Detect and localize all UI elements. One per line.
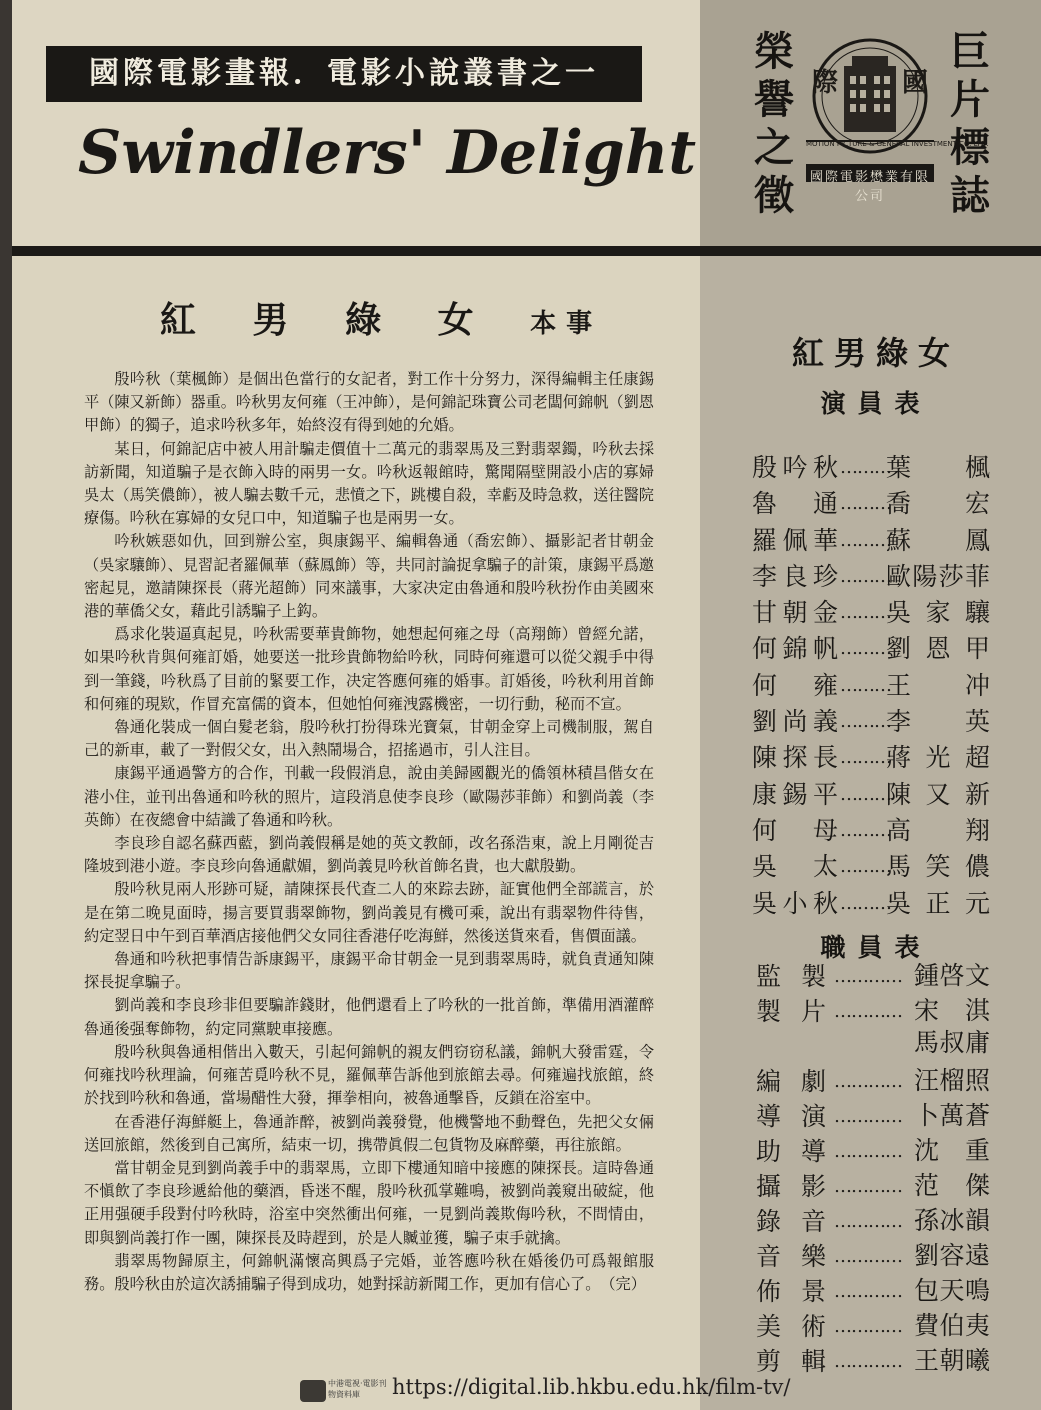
cast-role: 吳 太 <box>752 852 838 882</box>
leader-dots: ……… <box>840 711 891 733</box>
story-paragraph: 李良珍自認名蘇西藍，劉尚義假稱是她的英文教師，改名孫浩東，說上月剛從吉隆坡到港小遊。李良珍向魯通獻媚，劉尚義見吟秋首飾名貴，也大獻殷勤。 <box>84 834 654 876</box>
cast-row <box>752 740 996 776</box>
leader-dots: ………… <box>834 1211 902 1232</box>
leader-dots: ………… <box>834 1246 902 1267</box>
crew-row <box>752 1170 996 1205</box>
cast-actor: 馬笑儂 <box>886 852 990 882</box>
series-banner: 國際電影畫報．電影小說叢書之一 <box>46 46 642 102</box>
cast-list <box>752 450 996 922</box>
leader-dots: ………… <box>834 966 902 987</box>
leader-dots: ……… <box>840 529 891 551</box>
cast-role: 何錦帆 <box>752 634 838 664</box>
crew-section-title: 職員表 <box>820 933 932 962</box>
crew-row <box>752 1065 996 1100</box>
leader-dots: ………… <box>834 1176 902 1197</box>
cast-actor: 李 英 <box>886 707 990 737</box>
cast-actor: 歐陽莎菲 <box>886 561 990 591</box>
story-paragraph: 翡翠馬物歸原主，何錦帆滿懷高興爲子完婚，並答應吟秋在婚後仍可爲報館服務。殷吟秋由於這次誘捕騙子得到成功，她對採訪新聞工作，更加有信心了。 （完） <box>84 1251 654 1293</box>
crew-member: 范傑 <box>914 1171 990 1200</box>
cast-actor: 吳家驤 <box>886 598 990 628</box>
cast-actor: 蔣光超 <box>886 743 990 773</box>
cast-actor: 高 翔 <box>886 815 990 845</box>
cast-row <box>752 450 996 486</box>
leader-dots: ……… <box>840 457 891 478</box>
leader-dots: ……… <box>840 783 891 805</box>
cast-row <box>752 631 996 667</box>
cast-row <box>752 777 996 813</box>
leader-dots: ………… <box>834 1071 902 1092</box>
cast-actor: 喬 宏 <box>886 489 990 519</box>
story-paragraph: 殷吟秋（葉楓飾）是個出色當行的女記者，對工作十分努力，深得編輯主任康錫平（陳又新飾）器重。吟秋男友何雍（王冲飾），是何錦記珠寶公司老闆何錦帆（劉恩甲飾）的獨子，追求吟秋多年，始終沒有得到她的允婚。 <box>84 370 654 435</box>
cast-actor: 吳正元 <box>886 888 990 918</box>
leader-dots: ……… <box>840 602 891 624</box>
leader-dots: ………… <box>834 1001 902 1022</box>
slogan-column-2 <box>752 28 796 220</box>
story-paragraph: 康錫平通過警方的合作，刊載一段假消息，說由美歸國觀光的僑領林積昌偕女在港小住，並刊出魯通和吟秋的照片，這段消息使李良珍（歐陽莎菲飾）和劉尚義（李英飾）在夜總會中結識了魯通和吟秋。 <box>84 764 654 829</box>
crew-row <box>752 1205 996 1240</box>
crew-role: 監製 <box>756 962 826 991</box>
story-paragraph: 爲求化裝逼真起見，吟秋需要華貴飾物，她想起何雍之母（高翔飾）曾經允諾，如果吟秋肯與何雍訂婚，她要送一批珍貴飾物給吟秋，同時何雍還可以從父親手中得到一筆錢，吟秋爲了目前的緊要工作，决定答應何雍的婚事。訂婚後，吟秋利用首飾和何雍的現欵，作冒充富儒的資本，但她怕何雍洩露機密，一切行動，秘而不宣。 <box>84 625 654 713</box>
cast-role: 魯 通 <box>752 489 838 519</box>
english-title: Swindlers' Delight <box>78 118 697 188</box>
story-paragraph: 殷吟秋見兩人形跡可疑，請陳探長代查二人的來踪去跡，証實他們全部謊言，於是在第二晚見面時，揚言要買翡翠飾物，劉尚義見有機可乘，說出有翡翠物件待售，約定翌日中午到百華酒店接他們父女同往香港仔吃海鮮，然後送貨來看，售價面議。 <box>84 880 654 945</box>
slogan-text-1: 巨 片 標 誌 <box>950 29 990 219</box>
story-title <box>160 292 640 342</box>
cast-row <box>752 523 996 559</box>
logo-char-right: 國 <box>902 68 929 98</box>
cast-role: 羅佩華 <box>752 525 838 555</box>
leader-dots: ………… <box>834 1141 902 1162</box>
header-divider <box>12 246 1041 256</box>
cast-film-title: 紅男綠女 <box>791 334 960 372</box>
crew-row <box>752 1310 996 1345</box>
crew-role: 製片 <box>756 997 826 1026</box>
leader-dots: ………… <box>834 1281 902 1302</box>
leader-dots: ………… <box>834 1106 902 1127</box>
logo-char-left: 際 <box>812 68 839 98</box>
cast-role: 何 母 <box>752 815 838 845</box>
leader-dots: ……… <box>840 892 891 914</box>
story-paragraph: 殷吟秋與魯通相偕出入數天，引起何錦帆的親友們窃窃私議，錦帆大發雷霆，令何雍找吟秋理論，何雍苦覓吟秋不見，羅佩華告訴他到旅館去尋。何雍遍找旅館，終於找到吟秋和魯通，當場醋性大發，揮拳相向，被魯通擊昏，反鎖在浴室中。 <box>84 1042 654 1108</box>
cast-actor: 蘇 鳳 <box>886 525 990 555</box>
story-paragraph: 吟秋嫉惡如仇，回到辦公室，與康錫平、編輯魯通（喬宏飾）、攝影記者甘朝金（吳家驤飾）、見習記者羅佩華（蘇鳳飾）等，共同討論捉拿騙子的計策，康錫平爲邀密起見，邀請陳探長（蔣光超飾）同來議事，大家决定由魯通和殷吟秋扮作由美國來港的華僑父女，藉此引誘騙子上鈎。 <box>84 532 654 621</box>
crew-member: 包天鳴 <box>914 1276 990 1305</box>
cast-section-title: 演員表 <box>820 389 932 418</box>
crew-row <box>752 995 996 1065</box>
cast-row <box>752 486 996 522</box>
story-title-text: 紅 男 綠 女 <box>160 300 496 341</box>
story-paragraph: 劉尚義和李良珍非但要騙詐錢財，他們還看上了吟秋的一批首飾，準備用酒灌醉魯通後强奪飾物，約定同黨駛車接應。 <box>84 996 654 1038</box>
crew-role: 助導 <box>756 1137 826 1166</box>
crew-member: 沈重 <box>914 1136 990 1165</box>
cast-role: 殷吟秋 <box>752 453 838 482</box>
archive-url[interactable]: https://digital.lib.hkbu.edu.hk/film-tv/ <box>392 1375 791 1399</box>
story-paragraph: 某日，何錦記店中被人用計騙走價值十二萬元的翡翠馬及三對翡翠鐲，吟秋去採訪新聞，知道騙子是衣飾入時的兩男一女。吟秋返報館時，驚聞隔壁開設小店的寡婦吳太（馬笑儂飾），被人騙去數千元，悲憤之下，跳樓自殺，幸虧及時急救，送往醫院療傷。吟秋在寡婦的女兒口中，知道騙子也是兩男一女。 <box>84 439 654 528</box>
cast-role: 劉尚義 <box>752 707 838 737</box>
cast-actor: 陳又新 <box>886 779 990 809</box>
crew-member: 劉容遠 <box>914 1241 990 1270</box>
crew-role: 音樂 <box>756 1242 826 1271</box>
cast-actor: 王 冲 <box>886 670 990 700</box>
slogan-text-2: 榮 譽 之 徵 <box>754 29 794 219</box>
cast-row <box>752 813 996 849</box>
cast-actor: 葉 楓 <box>886 453 990 482</box>
leader-dots: ……… <box>840 674 891 696</box>
page-edge <box>0 0 12 1410</box>
leader-dots: ………… <box>834 1351 902 1372</box>
crew-member: 卜萬蒼 <box>914 1101 990 1130</box>
leader-dots: ……… <box>840 638 891 660</box>
story-body <box>84 368 654 1296</box>
slogan-column-1 <box>948 28 992 220</box>
crew-member: 宋淇 馬叔庸 <box>914 996 990 1057</box>
cast-role: 何 雍 <box>752 670 838 700</box>
leader-dots: ……… <box>840 747 891 769</box>
crew-role: 導演 <box>756 1102 826 1131</box>
story-paragraph: 當甘朝金見到劉尚義手中的翡翠馬，立即下樓通知暗中接應的陳探長。這時魯通不愼飲了李良珍遞給他的藥酒，昏迷不醒，殷吟秋孤掌難鳴，被劉尚義窺出破綻，他正用强硬手段對付吟秋時，浴室中突然衝出何雍，一見劉尚義欺侮吟秋，不問情由，即與劉尚義打作一團，陳探長及時趕到，於是人贓並獲，騙子束手就擒。 <box>84 1158 654 1247</box>
cast-row <box>752 849 996 885</box>
crew-role: 剪輯 <box>756 1347 826 1376</box>
archive-name: 中港電視‧電影刊物資料庫 <box>328 1379 387 1399</box>
cast-actor: 劉恩甲 <box>886 634 990 664</box>
crew-member: 王朝曦 <box>914 1346 990 1375</box>
crew-member: 費伯夷 <box>914 1311 990 1340</box>
leader-dots: ………… <box>834 1316 902 1337</box>
cast-row <box>752 704 996 740</box>
cast-row <box>752 668 996 704</box>
cast-role: 李良珍 <box>752 561 838 591</box>
crew-role: 攝影 <box>756 1172 826 1201</box>
logo-caption: MOTION PICTURE & GENERAL INVESTMENT CO. LTD. <box>806 140 989 148</box>
leader-dots: ……… <box>840 819 891 841</box>
leader-dots: ……… <box>840 856 891 878</box>
crew-role: 佈景 <box>756 1277 826 1306</box>
crew-role: 美術 <box>756 1312 826 1341</box>
crew-row <box>752 1135 996 1170</box>
crew-row <box>752 1100 996 1135</box>
cast-role: 康錫平 <box>752 779 838 809</box>
cast-row <box>752 559 996 595</box>
crew-member: 汪榴照 <box>914 1066 990 1095</box>
story-paragraph: 魯通和吟秋把事情告訴康錫平，康錫平命甘朝金一見到翡翠馬時，就負責通知陳探長捉拿騙子。 <box>84 950 654 992</box>
crew-row <box>752 1275 996 1310</box>
archive-logo-icon <box>300 1380 326 1402</box>
story-paragraph: 魯通化裝成一個白髮老翁，殷吟秋打扮得珠光寶氣，甘朝金穿上司機制服，駕自己的新車，載了一對假父女，出入熱鬧場合，招搖過市，引人注目。 <box>84 718 654 760</box>
story-paragraph: 在香港仔海鮮艇上，魯通詐醉，被劉尚義發覺，他機警地不動聲色，先把父女倆送回旅館，然後到自己寓所，結束一切，携帶眞假二包貨物及麻醉藥，再往旅館。 <box>84 1112 654 1154</box>
leader-dots: ……… <box>840 565 891 587</box>
cast-role: 吳小秋 <box>752 888 838 918</box>
logo-caption-cn: 國際電影懋業有限公司 <box>809 170 930 204</box>
story-subtitle: 本事 <box>530 309 603 339</box>
cast-role: 陳探長 <box>752 743 838 773</box>
leader-dots: ……… <box>840 493 891 515</box>
crew-member: 鍾啓文 <box>914 961 990 990</box>
crew-member: 孫冰韻 <box>914 1206 990 1235</box>
cast-role: 甘朝金 <box>752 598 838 628</box>
crew-row <box>752 960 996 995</box>
cast-row <box>752 595 996 631</box>
crew-list <box>752 960 996 1380</box>
crew-row <box>752 1240 996 1275</box>
cast-row <box>752 886 996 922</box>
crew-role: 錄音 <box>756 1207 826 1236</box>
crew-role: 編劇 <box>756 1067 826 1096</box>
